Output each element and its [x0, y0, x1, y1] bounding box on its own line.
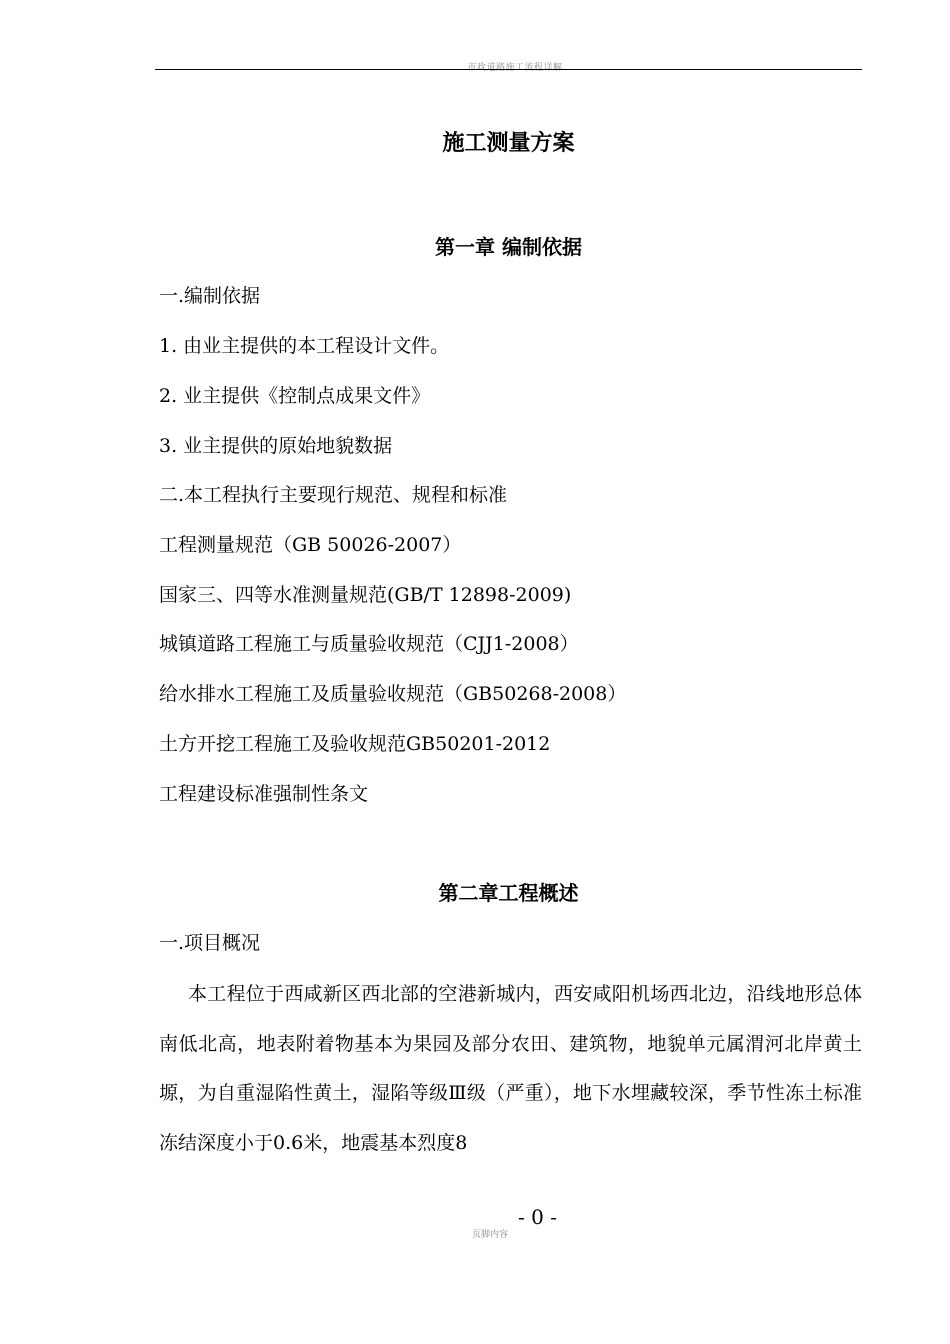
- list-item: 1. 由业主提供的本工程设计文件。: [159, 335, 450, 357]
- page-number: - 0 -: [518, 1205, 557, 1229]
- standard-item: 国家三、四等水准测量规范(GB/T 12898-2009): [159, 584, 572, 606]
- header-divider: [155, 69, 862, 70]
- project-overview-paragraph: 本工程位于西咸新区西北部的空港新城内，西安咸阳机场西北边，沿线地形总体南低北高，地表附着物基本为果园及部分农田、建筑物，地貌单元属渭河北岸黄土塬，为自重湿陷性黄土，湿陷等级Ⅲ级（严重），地下水埋藏较深，季节性冻土标准冻结深度小于0.6米，地震基本烈度8: [159, 983, 862, 1154]
- standard-item: 城镇道路工程施工与质量验收规范（CJJ1-2008）: [159, 633, 579, 655]
- page-header-text: 市政道路施工流程详解: [467, 63, 563, 73]
- section-heading-standards: 二.本工程执行主要现行规范、规程和标准: [159, 484, 508, 506]
- chapter-1-heading: 第一章 编制依据: [435, 235, 582, 259]
- standard-item: 给水排水工程施工及质量验收规范（GB50268-2008）: [159, 683, 627, 705]
- page-footer-text: 页脚内容: [471, 1230, 508, 1240]
- list-item: 3. 业主提供的原始地貌数据: [159, 435, 393, 457]
- section-heading-basis: 一.编制依据: [159, 285, 261, 307]
- list-item: 2. 业主提供《控制点成果文件》: [159, 385, 431, 407]
- standard-item: 土方开挖工程施工及验收规范GB50201-2012: [159, 733, 551, 755]
- section-heading-overview: 一.项目概况: [159, 932, 261, 954]
- standard-item: 工程建设标准强制性条文: [159, 783, 369, 805]
- standard-item: 工程测量规范（GB 50026-2007）: [159, 534, 462, 556]
- document-title: 施工测量方案: [442, 131, 575, 156]
- chapter-2-heading: 第二章工程概述: [438, 881, 579, 905]
